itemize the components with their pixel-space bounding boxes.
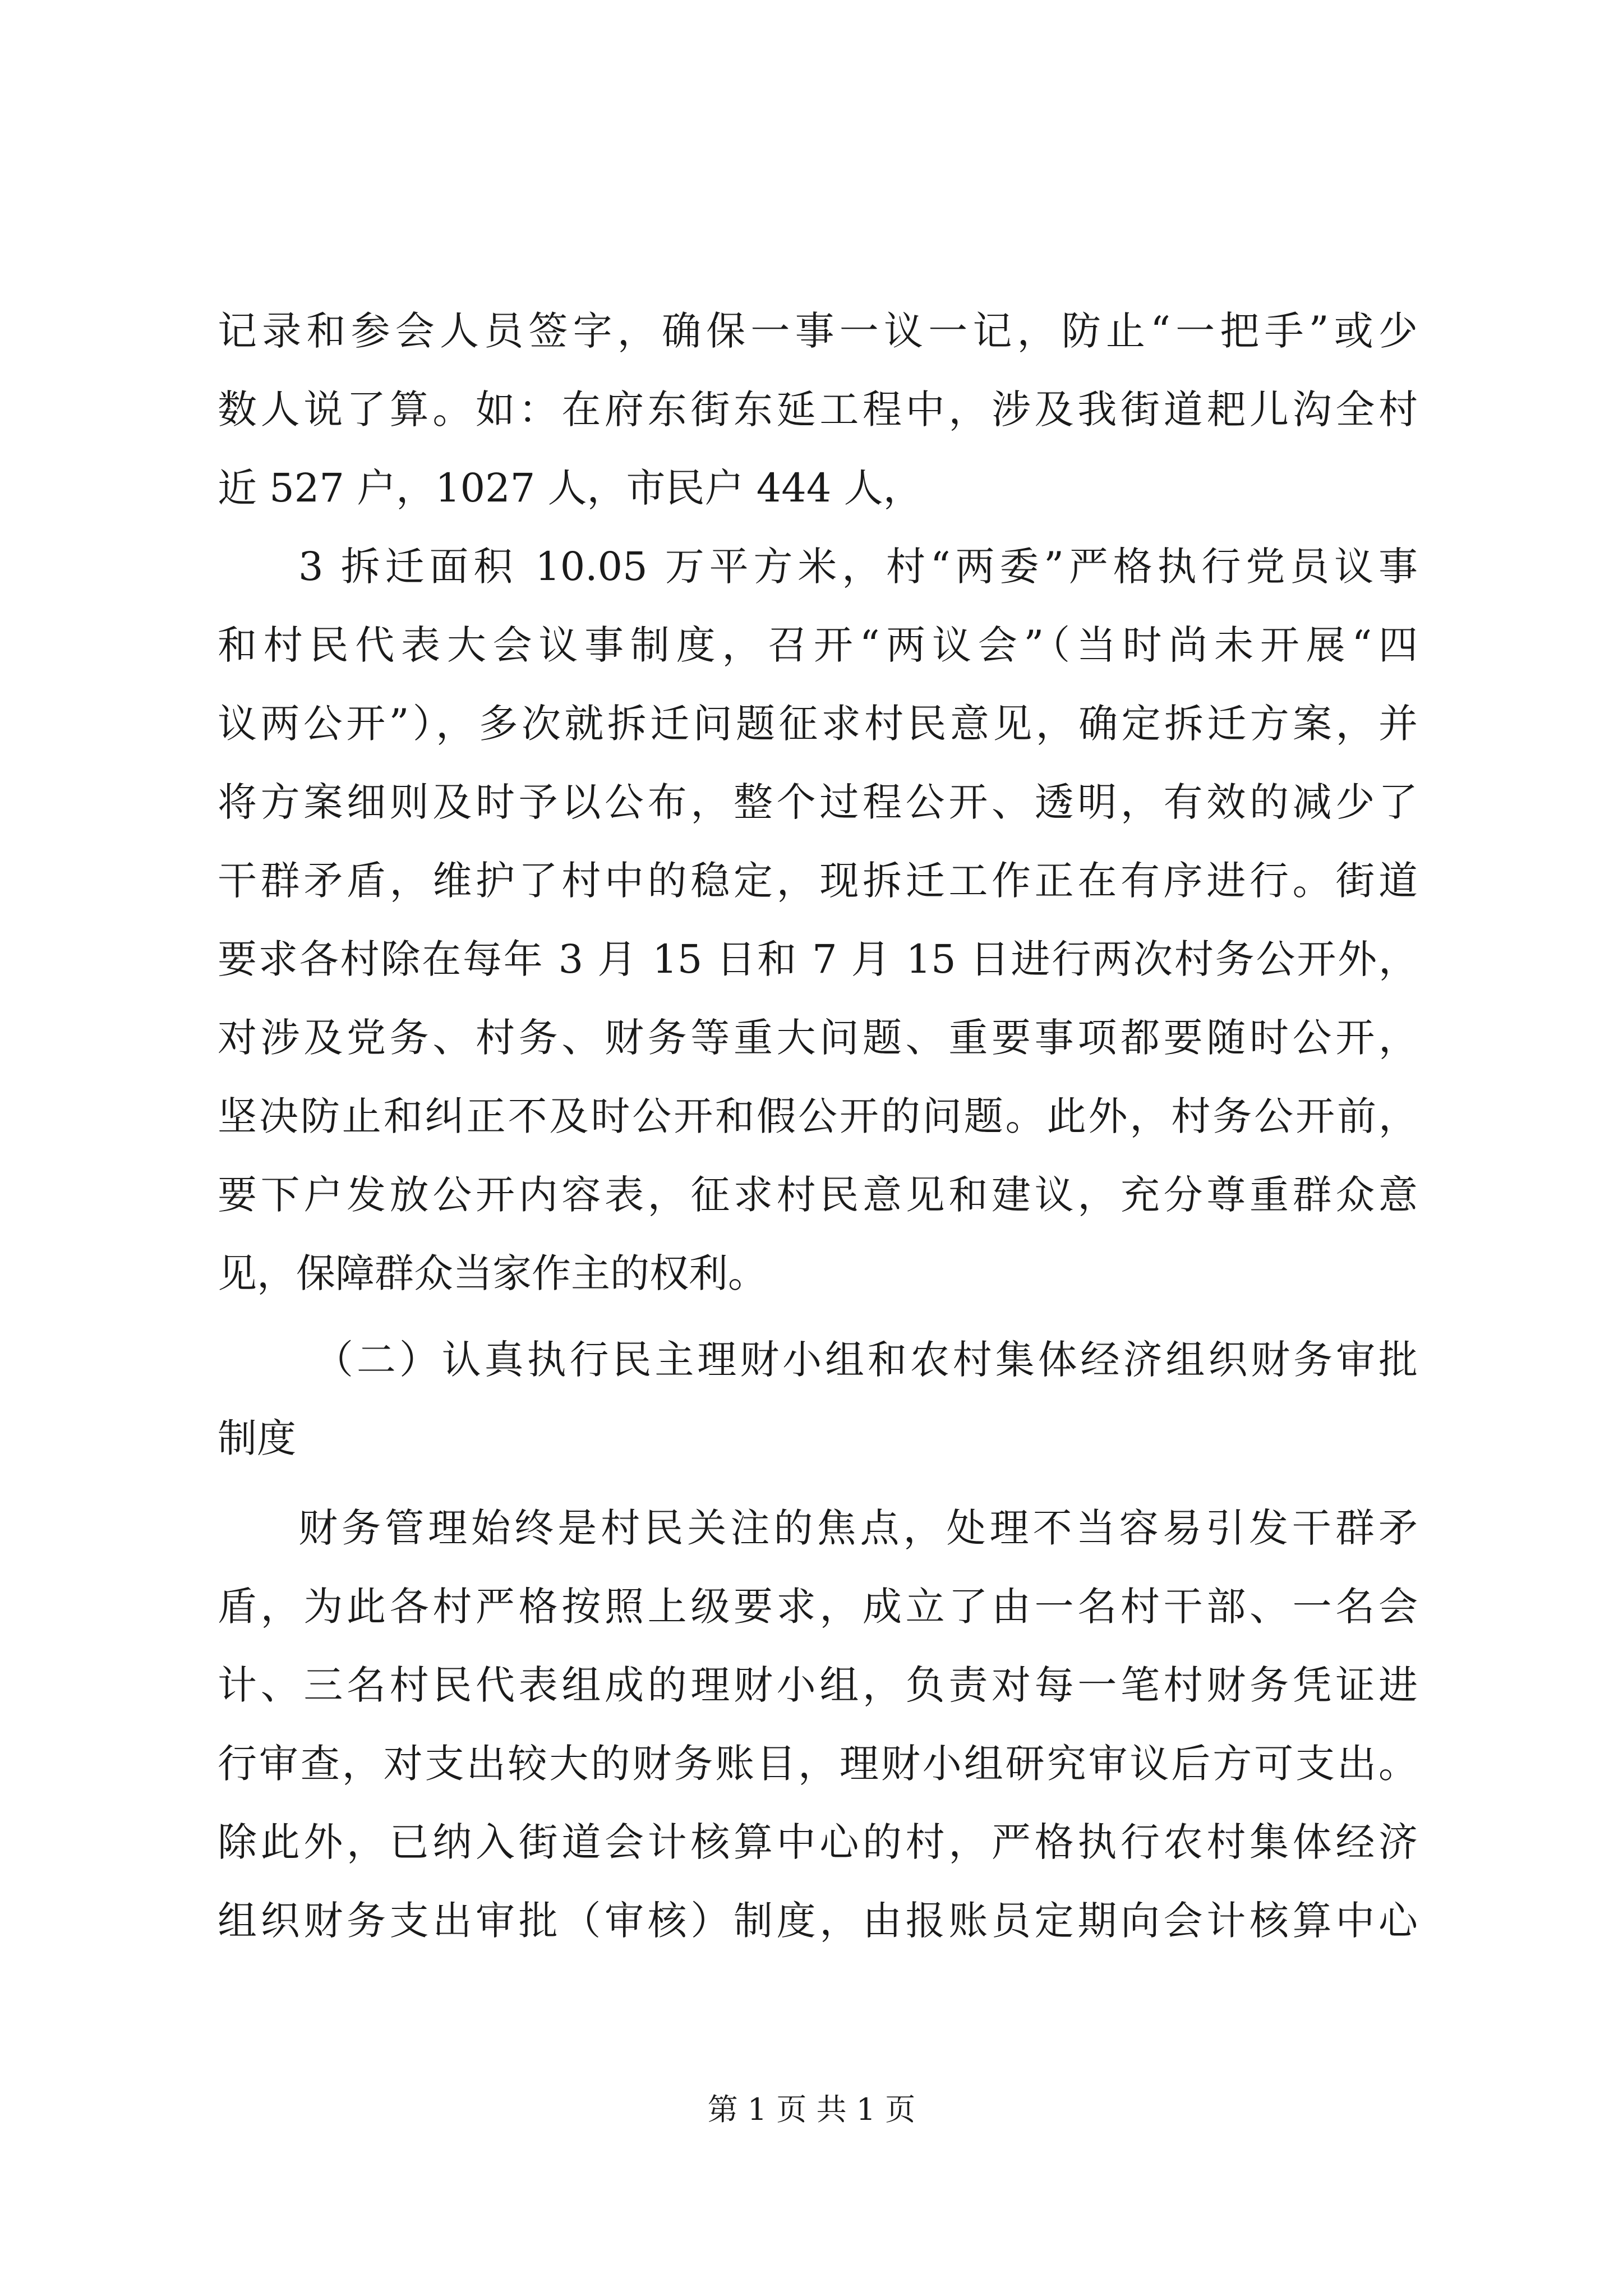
text-line: 除此外，已纳入街道会计核算中心的村，严格执行农村集体经济	[218, 1819, 1418, 1865]
text-line: 组织财务支出审批（审核）制度，由报账员定期向会计核算中心	[218, 1898, 1418, 1944]
text-line: 和村民代表大会议事制度，召开“两议会”（当时尚未开展“四	[218, 622, 1418, 668]
text-line: 财务管理始终是村民关注的焦点，处理不当容易引发干群矛	[298, 1505, 1418, 1551]
text-line: 要求各村除在每年 3 月 15 日和 7 月 15 日进行两次村务公开外，	[218, 936, 1418, 982]
text-line: 要下户发放公开内容表，征求村民意见和建议，充分尊重群众意	[218, 1172, 1418, 1218]
text-line: 近 527 户，1027 人，市民户 444 人，	[218, 465, 923, 511]
text-line: 盾，为此各村严格按照上级要求，成立了由一名村干部、一名会	[218, 1584, 1418, 1630]
page-footer: 第 1 页 共 1 页	[707, 2092, 916, 2127]
text-line: 见，保障群众当家作主的权利。	[218, 1250, 767, 1296]
text-line: 数人说了算。如：在府东街东延工程中，涉及我街道耙儿沟全村	[218, 386, 1418, 432]
text-line: 3 拆迁面积 10.05 万平方米，村“两委”严格执行党员议事	[298, 544, 1418, 590]
text-line: 记录和参会人员签字，确保一事一议一记，防止“一把手”或少	[218, 308, 1418, 354]
section-heading: （二）认真执行民主理财小组和农村集体经济组织财务审批	[314, 1337, 1418, 1383]
text-line: 坚决防止和纠正不及时公开和假公开的问题。此外，村务公开前，	[218, 1093, 1418, 1139]
text-line: 计、三名村民代表组成的理财小组，负责对每一笔村财务凭证进	[218, 1662, 1418, 1708]
text-line: 干群矛盾，维护了村中的稳定，现拆迁工作正在有序进行。街道	[218, 858, 1418, 904]
text-line: 将方案细则及时予以公布，整个过程公开、透明，有效的减少了	[218, 779, 1418, 825]
text-line: 对涉及党务、村务、财务等重大问题、重要事项都要随时公开，	[218, 1015, 1418, 1061]
section-heading: 制度	[218, 1415, 296, 1461]
text-line: 行审查，对支出较大的财务账目，理财小组研究审议后方可支出。	[218, 1741, 1418, 1787]
text-line: 议两公开”），多次就拆迁问题征求村民意见，确定拆迁方案，并	[218, 701, 1418, 747]
